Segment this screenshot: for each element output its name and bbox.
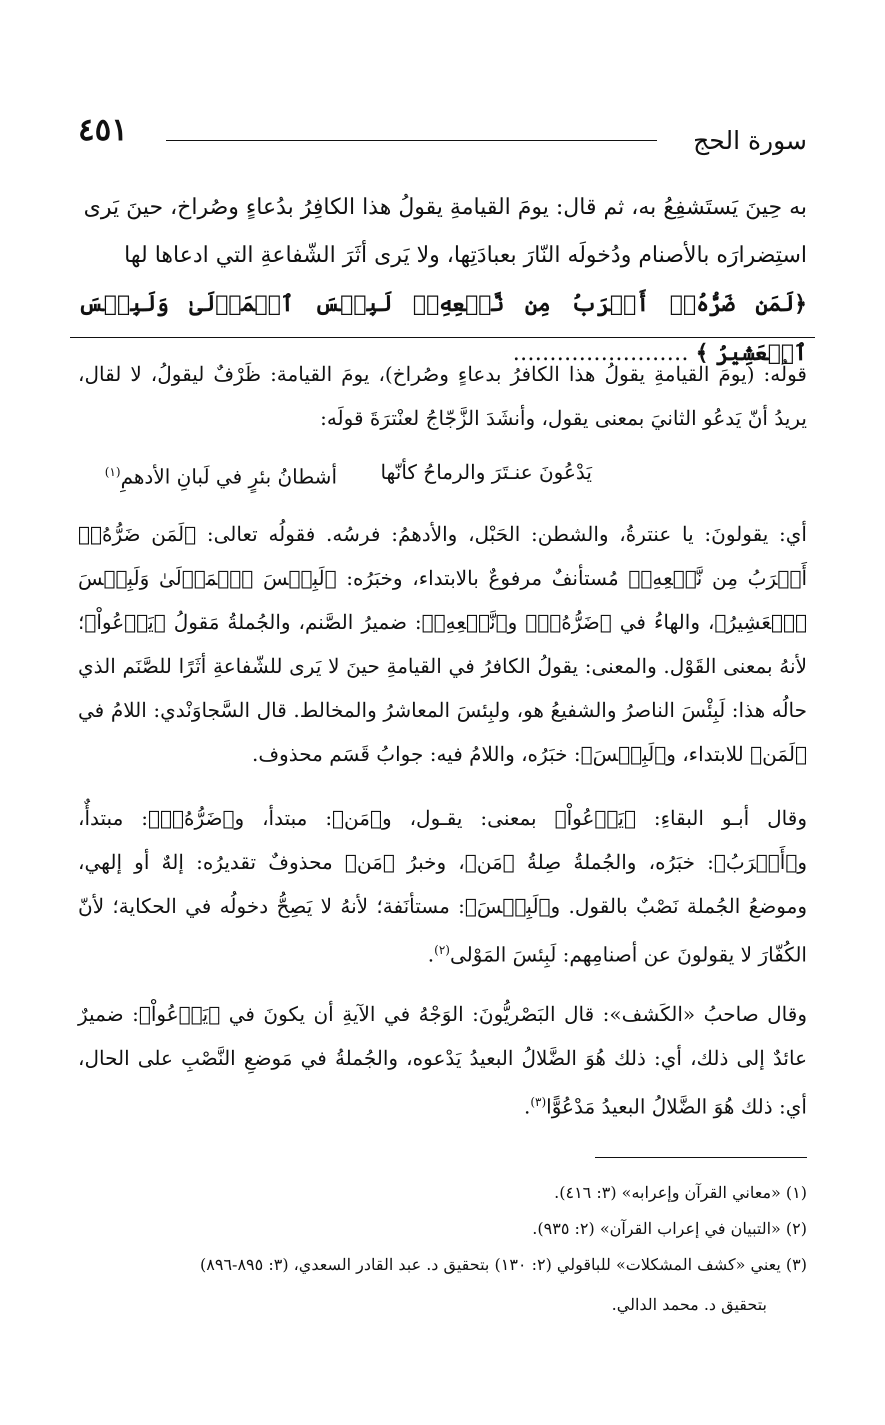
section-divider (70, 337, 815, 338)
commentary-paragraph-4-text: وقال صاحبُ «الكَشف»: قال البَصْريُّونَ: الوَجْهُ في الآيةِ أن يكونَ في ﴿يَدۡعُواْ﴾: ضميرٌ عائدٌ إلى ذلك، أي: ذلك هُوَ الضَّلالُ البعيدُ يَدْعوه، والجُملةُ في مَوضعِ النَّصْبِ على الحال، أي: ذلك هُوَ الضَّلالُ البعيدُ مَدْعُوًّا (78, 1002, 807, 1119)
surah-title: سورة الحج (693, 126, 807, 155)
commentary-paragraph-1: قولُه: (يومَ القيامةِ يقولُ هذا الكافرُ بدعاءٍ وصُراخ)، يومَ القيامة: ظَرْفٌ ليقولُ، لا لقال، يريدُ أنّ يَدعُو الثانيَ بمعنى يقول، وأنشَدَ الزَّجّاجُ لعنْترَةَ قولَه: (78, 362, 807, 430)
commentary-paragraph-3-text: وقال أبـو البقاءِ: ﴿يَدۡعُواْ﴾ بمعنى: يقـول، و﴿مَن﴾: مبتدأ، و﴿ضَرُّهُۥٓ﴾: مبتدأٌ، و﴿أَقۡرَبُ﴾: خبَرُه، والجُملةُ صِلةُ ﴿مَن﴾، وخبرُ ﴿مَن﴾ محذوفٌ تقديرُه: إلهٌ أو إلهي، وموضعُ الجُملة نَصْبٌ بالقول. و﴿لَبِئۡسَ﴾: مستأنَفة؛ لأنهُ لا يَصِحُّ دخولُه في الحكاية؛ لأنّ الكُفّارَ لا يقولونَ عن أصنامِهم: لَبِئسَ المَوْلى (78, 806, 807, 967)
footnote-ref-3[interactable]: (٣) (530, 1095, 547, 1109)
footnote-ref-2[interactable]: (٢) (434, 943, 450, 957)
page-header (78, 112, 807, 174)
page-number: ٤٥١ (78, 112, 128, 148)
poem-hemistich-1: يَدْعُونَ عنـتَرَ والرماحُ كأنّها (380, 460, 592, 484)
footnote-3-continuation: بتحقيق د. محمد الدالي. (611, 1295, 767, 1314)
footnote-2: (٢) «التبيان في إعراب القرآن» (٢: ٩٣٥). (532, 1219, 807, 1238)
commentary-paragraph-4: وقال صاحبُ «الكَشف»: قال البَصْريُّونَ: الوَجْهُ في الآيةِ أن يكونَ في ﴿يَدۡعُواْ﴾: ضميرٌ عائدٌ إلى ذلك، أي: ذلك هُوَ الضَّلالُ البعيدُ يَدْعوه، والجُملةُ في مَوضعِ النَّصْبِ على الحال، أي: ذلك هُوَ الضَّلالُ البعيدُ مَدْعُوًّا$^{(٣)}$. (78, 1002, 807, 1119)
header-rule (166, 140, 657, 141)
poem-line (78, 450, 807, 494)
commentary-paragraph-3: وقال أبـو البقاءِ: ﴿يَدۡعُواْ﴾ بمعنى: يقـول، و﴿مَن﴾: مبتدأ، و﴿ضَرُّهُۥٓ﴾: مبتدأٌ، و﴿أَقۡرَبُ﴾: خبَرُه، والجُملةُ صِلةُ ﴿مَن﴾، وخبرُ ﴿مَن﴾ محذوفٌ تقديرُه: إلهٌ أو إلهي، وموضعُ الجُملة نَصْبٌ بالقول. و﴿لَبِئۡسَ﴾: مستأنَفة؛ لأنهُ لا يَصِحُّ دخولُه في الحكاية؛ لأنّ الكُفّارَ لا يقولونَ عن أصنامِهم: لَبِئسَ المَوْلى$^{(٢)}$. (78, 806, 807, 967)
poem-hemistich-2-text: أشطانُ بئرٍ في لَبانِ الأدهمِ (120, 464, 337, 489)
footnote-1: (١) «معاني القرآن وإعرابه» (٣: ٤١٦). (554, 1183, 807, 1202)
poem-hemistich-2 (105, 450, 337, 499)
dotted-leader: …………………… (512, 341, 689, 366)
commentary-paragraph-2: أي: يقولونَ: يا عنترةُ، والشطن: الحَبْل، والأدهمُ: فرسُه. فقولُه تعالى: ﴿لَمَن ضَرُّهُۥٓ أَقۡرَبُ مِن نَّفۡعِهِۦ﴾ مُستأنفٌ مرفوعٌ بالابتداء، وخبَرُه: ﴿لَبِئۡسَ ٱلۡمَوۡلَىٰ وَلَبِئۡسَ ٱلۡعَشِيرُ﴾، والهاءُ في ﴿ضَرُّهُۥٓ﴾ و﴿نَّفۡعِهِۦ﴾: ضميرُ الصَّنم، والجُملةُ مَقولُ ﴿يَدۡعُواْ﴾؛ لأنهُ بمعنى القَوْل. والمعنى: يقولُ الكافرُ في القيامةِ حينَ لا يَرى للشّفاعةِ أثَرًا للصَّنَم الذي حالُه هذا: لَبِئْسَ الناصرُ والشفيعُ هو، ولبِئسَ المعاشرُ والمخالط. قال السَّجاوَنْدي: اللامُ في ﴿لَمَن﴾ للابتداء، و﴿لَبِئۡسَ﴾: خبَرُه، واللامُ فيه: جوابُ قَسَم محذوف. (78, 522, 807, 766)
verse-block (78, 184, 807, 378)
footnote-3: (٣) يعني «كشف المشكلات» للباقولي (٢: ١٣٠) بتحقيق د. عبد القادر السعدي، (٣: ٨٩٥-٨٩٦) (200, 1255, 807, 1274)
footnote-ref-1[interactable]: (١) (104, 465, 121, 479)
footnote-rule (595, 1157, 807, 1158)
verse-line-1: به حِينَ يَستَشفِعُ به، ثم قال: يومَ القيامةِ يقولُ هذا الكافِرُ بدُعاءٍ وصُراخ، حينَ يَرى (83, 195, 807, 220)
verse-line-2: استِضرارَه بالأصنام ودُخولَه النّارَ بعبادَتِها، ولا يَرى أثَرَ الشّفاعةِ التي ادعاها لها (124, 243, 807, 268)
quran-verse: ﴿لَمَن ضَرُّهُۥٓ أَقۡرَبُ مِن نَّفۡعِهِۦۚ لَبِئۡسَ ٱلۡمَوۡلَىٰ وَلَبِئۡسَ ٱلۡعَشِيرُ ﴾ (78, 291, 807, 366)
